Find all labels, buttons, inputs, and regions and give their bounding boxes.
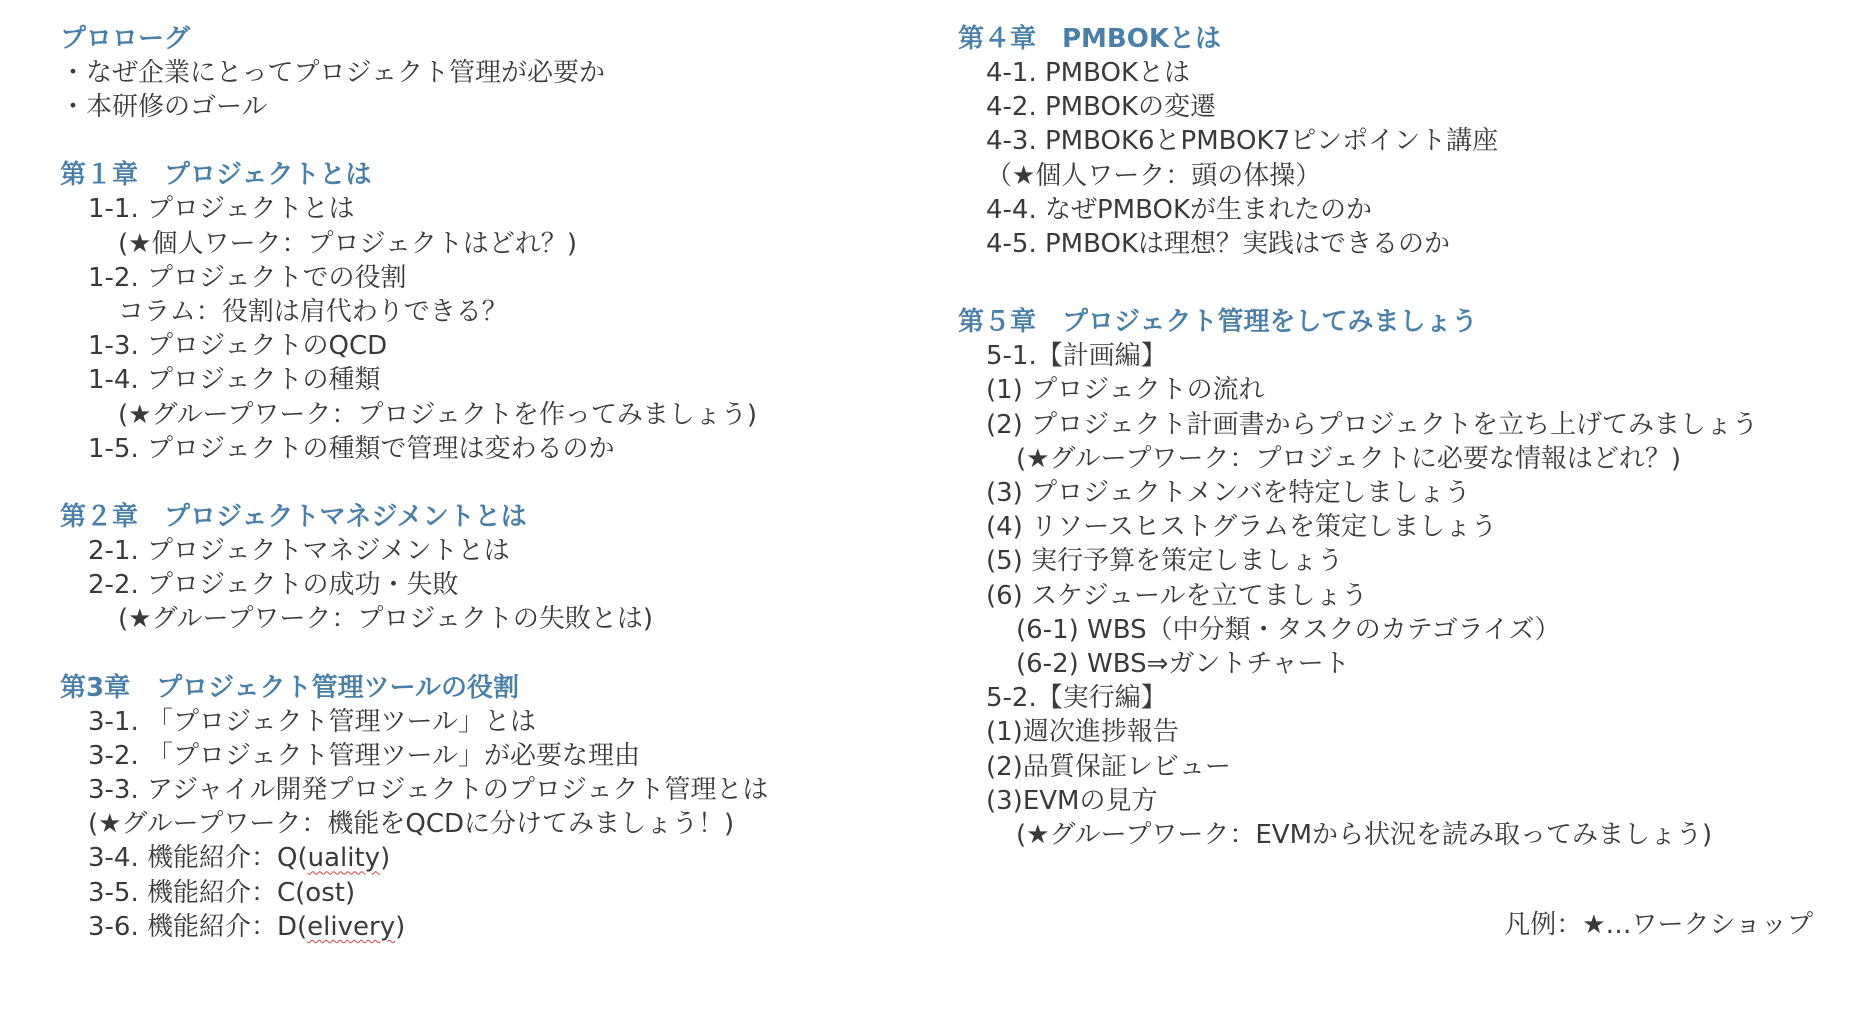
chapter-4-item: 4-4. なぜPMBOKが生まれたのか <box>986 194 1373 225</box>
prologue-heading: プロローグ <box>60 24 191 54</box>
chapter-3-item: 3-1. 「プロジェクト管理ツール」とは <box>88 706 536 737</box>
delivery-suffix: ) <box>395 911 406 942</box>
chapter-1-workshop-note: (★個人ワーク：プロジェクトはどれ？) <box>118 228 578 259</box>
chapter-1-section <box>60 158 920 466</box>
chapter-1-item: 1-5. プロジェクトの種類で管理は変わるのか <box>88 433 615 464</box>
chapter-5-heading: 第５章 プロジェクト管理をしてみましょう <box>958 307 1478 338</box>
chapter-5-sub-item: (6-2) WBS⇒ガントチャート <box>1016 649 1350 680</box>
chapter-5-subsection: 5-1.【計画編】 <box>986 341 1167 372</box>
chapter-5-workshop-note: (★グループワーク：EVMから状況を読み取ってみましょう) <box>1016 820 1713 851</box>
chapter-3-workshop-note: (★グループワーク：機能をQCDに分けてみましょう！) <box>88 809 735 840</box>
chapter-3-heading: 第3章 プロジェクト管理ツールの役割 <box>60 672 520 703</box>
chapter-3-section <box>60 671 920 944</box>
chapter-3-item: 3-3. アジャイル開発プロジェクトのプロジェクト管理とは <box>88 775 769 806</box>
chapter-4-item: 4-5. PMBOKは理想？実践はできるのか <box>986 229 1451 260</box>
chapter-4-workshop-note: （★個人ワーク：頭の体操） <box>986 160 1322 191</box>
chapter-1-item: 1-4. プロジェクトの種類 <box>88 365 381 396</box>
chapter-2-heading: 第２章 プロジェクトマネジメントとは <box>60 502 527 533</box>
chapter-2-item: 2-1. プロジェクトマネジメントとは <box>88 536 510 567</box>
chapter-5-item: (6) スケジュールを立てましょう <box>986 580 1368 611</box>
prologue-section <box>60 22 920 124</box>
quality-suffix: ) <box>380 843 391 874</box>
chapter-2-section <box>60 500 920 637</box>
chapter-1-item: 1-1. プロジェクトとは <box>88 194 355 225</box>
spellcheck-underlined-word: elivery <box>307 911 396 942</box>
chapter-5-item: (3) プロジェクトメンバを特定しましょう <box>986 478 1471 509</box>
chapter-3-item-cost: 3-5. 機能紹介：C(ost) <box>88 877 356 908</box>
chapter-1-item: 1-2. プロジェクトでの役割 <box>88 262 407 293</box>
chapter-4-heading: 第４章 PMBOKとは <box>958 24 1221 54</box>
chapter-5-sub-item: (6-1) WBS（中分類・タスクのカテゴライズ） <box>1016 614 1561 645</box>
chapter-1-workshop-note: (★グループワーク：プロジェクトを作ってみましょう) <box>118 399 757 430</box>
chapter-2-workshop-note: (★グループワーク：プロジェクトの失敗とは) <box>118 604 653 635</box>
chapter-5-item: (1)週次進捗報告 <box>986 717 1179 748</box>
prologue-item: ・本研修のゴール <box>60 92 268 123</box>
chapter-1-item: 1-3. プロジェクトのQCD <box>88 331 388 362</box>
chapter-5-workshop-note: (★グループワーク：プロジェクトに必要な情報はどれ？) <box>1016 443 1681 474</box>
chapter-2-item: 2-2. プロジェクトの成功・失敗 <box>88 570 459 601</box>
quality-prefix: 3-4. 機能紹介：Q( <box>88 843 308 874</box>
chapter-5-section <box>958 305 1848 852</box>
chapter-3-item: 3-2. 「プロジェクト管理ツール」が必要な理由 <box>88 740 640 771</box>
legend: 凡例：★…ワークショップ <box>1504 910 1813 940</box>
spellcheck-underlined-word: uality <box>307 843 381 874</box>
chapter-5-item: (1) プロジェクトの流れ <box>986 375 1265 406</box>
chapter-5-item: (4) リソースヒストグラムを策定しましょう <box>986 512 1498 543</box>
chapter-3-item-delivery <box>60 910 920 944</box>
chapter-5-item: (3)EVMの見方 <box>986 785 1158 816</box>
chapter-1-heading: 第１章 プロジェクトとは <box>60 160 372 191</box>
prologue-item: ・なぜ企業にとってプロジェクト管理が必要か <box>60 58 605 88</box>
chapter-5-item: (2) プロジェクト計画書からプロジェクトを立ち上げてみましょう <box>986 409 1759 440</box>
left-column <box>60 22 920 978</box>
chapter-3-item-quality <box>60 841 920 875</box>
chapter-5-subsection: 5-2.【実行編】 <box>986 683 1167 714</box>
chapter-4-item: 4-2. PMBOKの変遷 <box>986 92 1217 123</box>
right-column <box>958 22 1848 886</box>
chapter-1-column-note: コラム：役割は肩代わりできる？ <box>118 297 508 328</box>
chapter-4-item: 4-3. PMBOK6とPMBOK7ピンポイント講座 <box>986 126 1499 157</box>
delivery-prefix: 3-6. 機能紹介：D( <box>88 911 308 942</box>
chapter-5-item: (2)品質保証レビュー <box>986 751 1231 782</box>
chapter-4-item: 4-1. PMBOKとは <box>986 58 1191 88</box>
chapter-5-item: (5) 実行予算を策定しましょう <box>986 546 1344 577</box>
chapter-4-section <box>958 22 1848 261</box>
